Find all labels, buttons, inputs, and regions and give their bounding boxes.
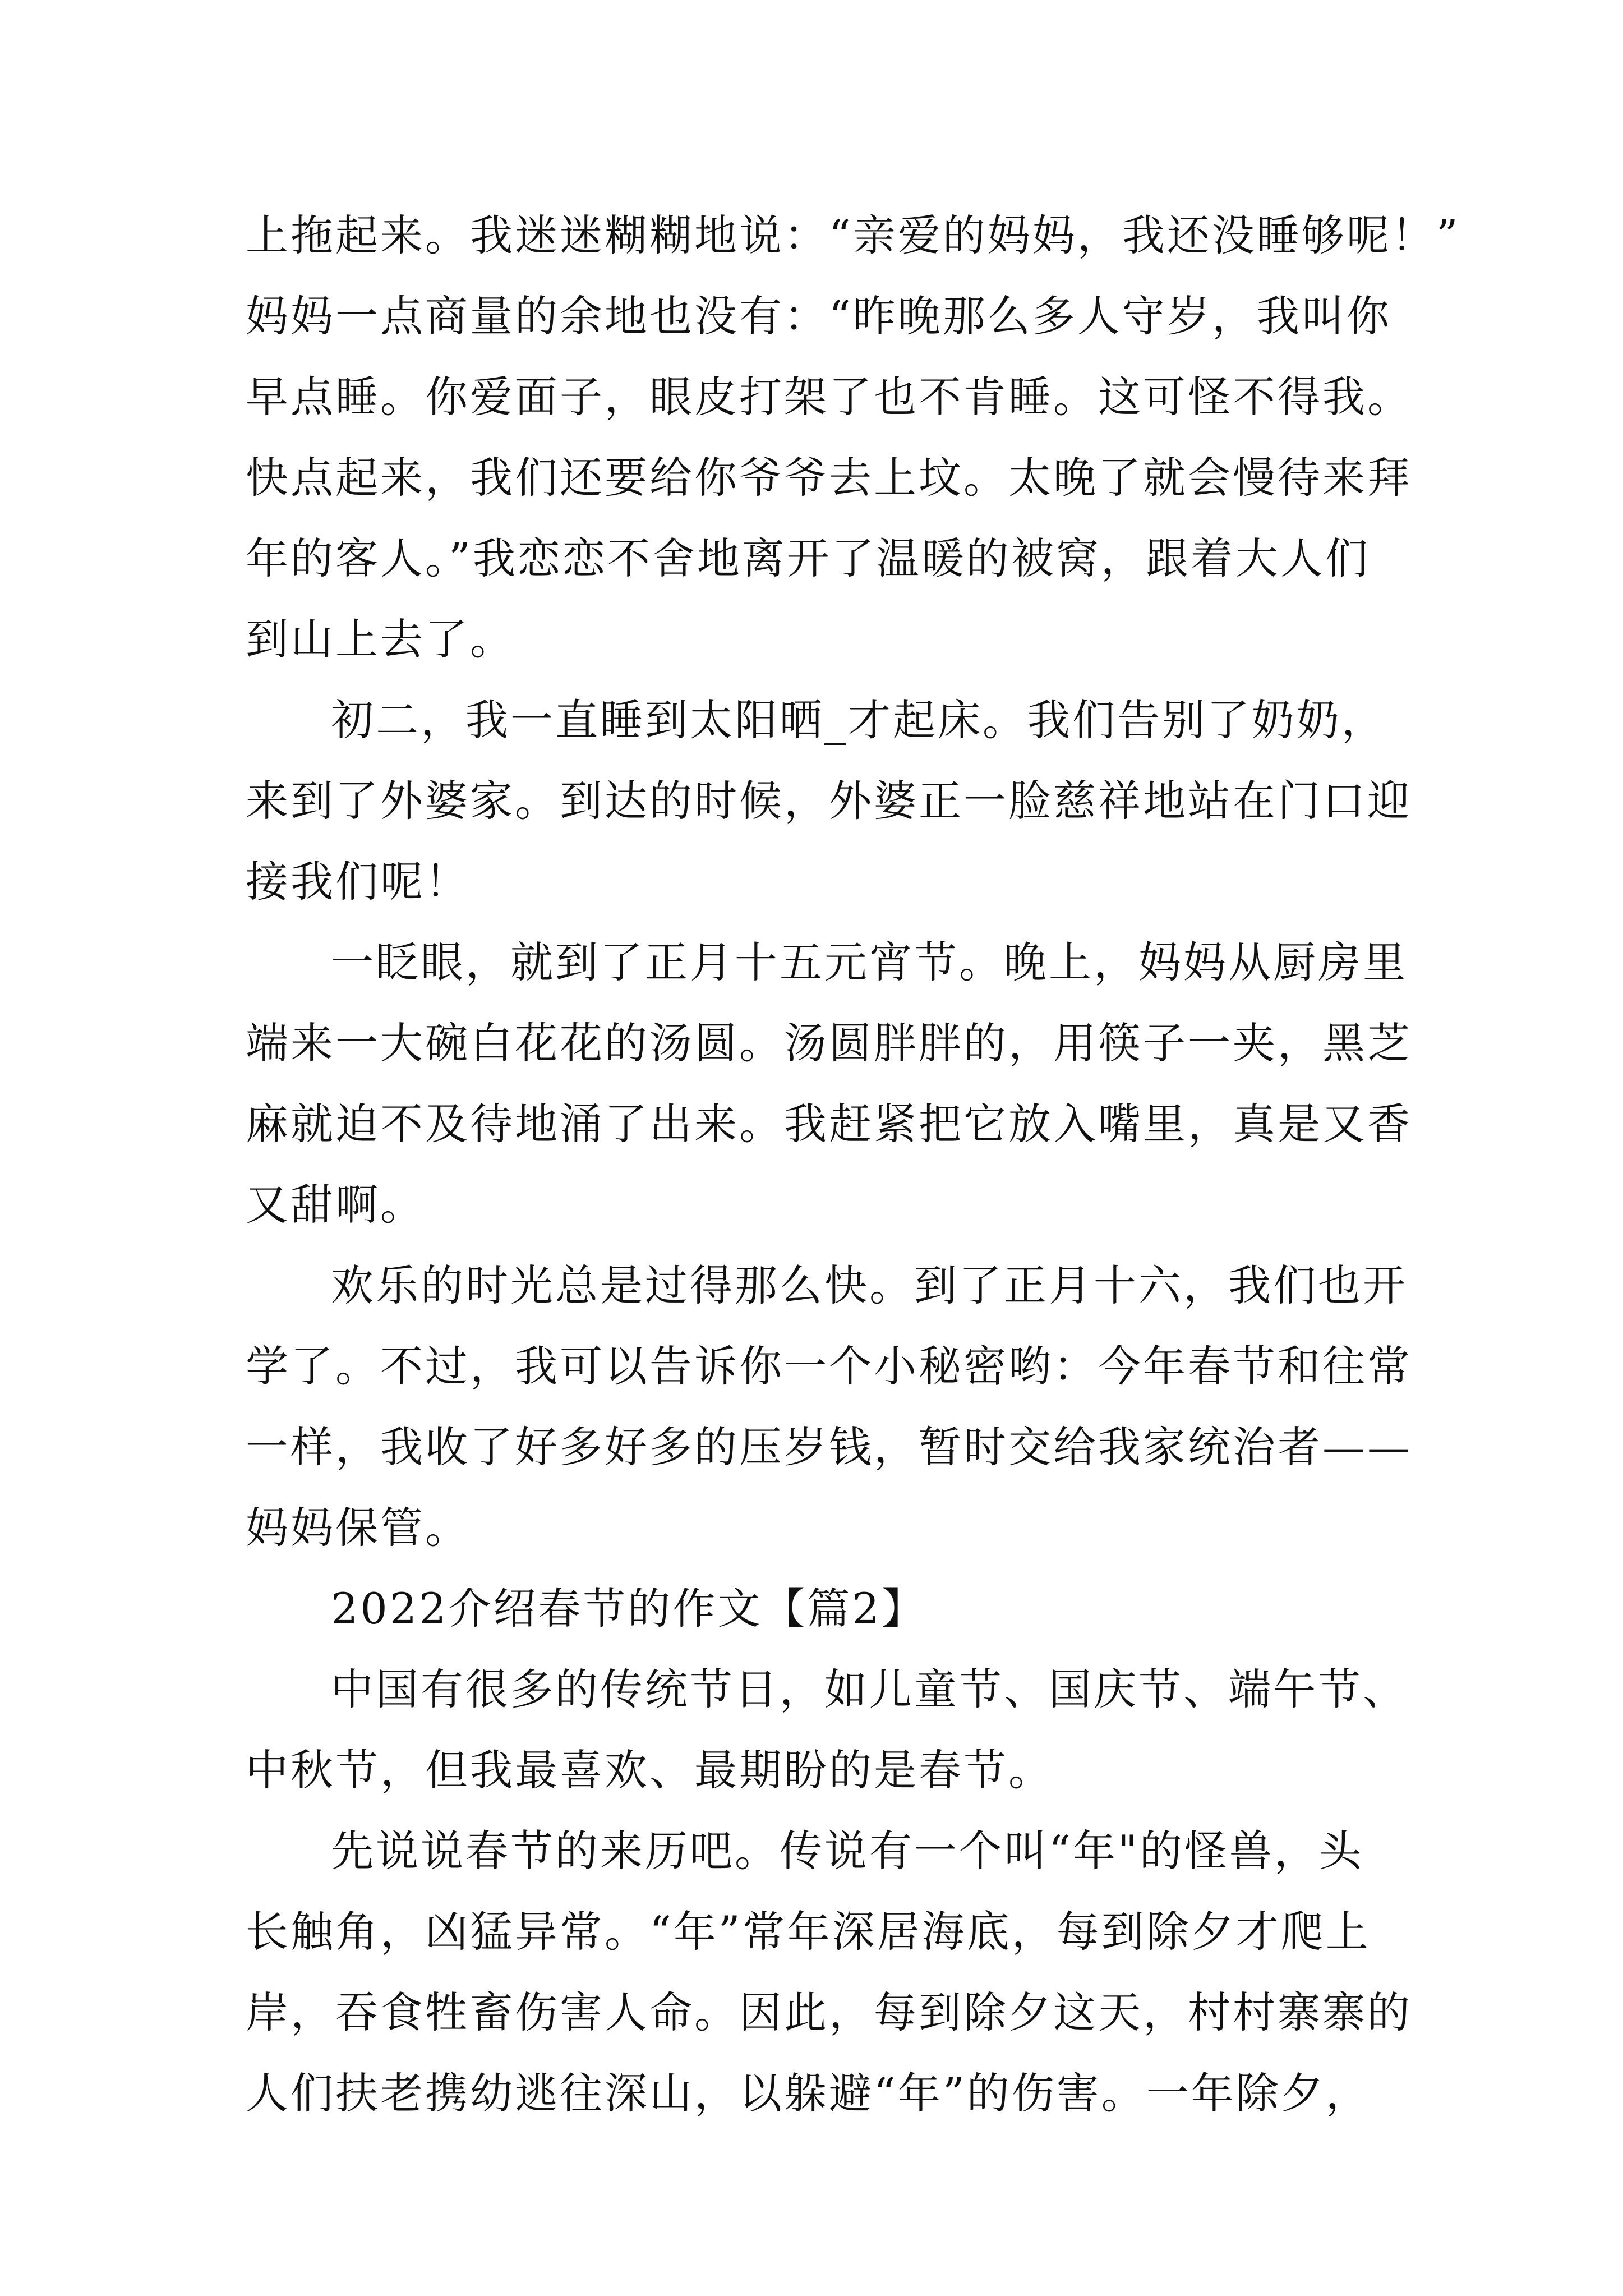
paragraph-line: 中秋节，但我最喜欢、最期盼的是春节。 bbox=[246, 1745, 1053, 1795]
paragraph-line: 学了。不过，我可以告诉你一个小秘密哟：今年春节和往常 bbox=[246, 1341, 1412, 1391]
paragraph-line: 先说说春节的来历吧。传说有一个叫“年"的怪兽，头 bbox=[331, 1826, 1364, 1876]
paragraph-line: 又甜啊。 bbox=[246, 1180, 425, 1230]
paragraph-line: 人们扶老携幼逃往深山，以躲避“年”的伤害。一年除夕， bbox=[246, 2068, 1371, 2118]
paragraph-line: 到山上去了。 bbox=[246, 614, 515, 664]
paragraph-line: 来到了外婆家。到达的时候，外婆正一脸慈祥地站在门口迎 bbox=[246, 776, 1412, 826]
paragraph-line: 一样，我收了好多好多的压岁钱，暂时交给我家统治者—— bbox=[246, 1422, 1412, 1472]
paragraph-line: 妈妈保管。 bbox=[246, 1503, 470, 1553]
paragraph-line: 快点起来，我们还要给你爷爷去上坟。太晚了就会慢待来拜 bbox=[246, 453, 1412, 503]
paragraph-line: 妈妈一点商量的余地也没有：“昨晚那么多人守岁，我叫你 bbox=[246, 291, 1391, 341]
paragraph-line: 早点睡。你爱面子，眼皮打架了也不肯睡。这可怪不得我。 bbox=[246, 372, 1412, 422]
paragraph-line: 麻就迫不及待地涌了出来。我赶紧把它放入嘴里，真是又香 bbox=[246, 1099, 1412, 1149]
paragraph-line: 一眨眼，就到了正月十五元宵节。晚上，妈妈从厨房里 bbox=[331, 937, 1408, 987]
paragraph-line: 端来一大碗白花花的汤圆。汤圆胖胖的，用筷子一夹，黑芝 bbox=[246, 1018, 1412, 1068]
paragraph-line: 上拖起来。我迷迷糊糊地说：“亲爱的妈妈，我还没睡够呢！” bbox=[246, 210, 1460, 260]
paragraph-line: 年的客人。”我恋恋不舍地离开了温暖的被窝，跟着大人们 bbox=[246, 533, 1370, 583]
document-body bbox=[246, 195, 1460, 2134]
paragraph-line: 初二，我一直睡到太阳晒_才起床。我们告别了奶奶， bbox=[331, 695, 1386, 745]
section-heading: 2022介绍春节的作文【篇2】 bbox=[331, 1584, 926, 1634]
paragraph-line: 接我们呢！ bbox=[246, 857, 470, 907]
paragraph-line: 长触角，凶猛异常。“年”常年深居海底，每到除夕才爬上 bbox=[246, 1907, 1371, 1957]
paragraph-line: 欢乐的时光总是过得那么快。到了正月十六，我们也开 bbox=[331, 1260, 1408, 1310]
paragraph-line: 岸，吞食牲畜伤害人命。因此，每到除夕这天，村村寨寨的 bbox=[246, 1987, 1412, 2037]
paragraph-line: 中国有很多的传统节日，如儿童节、国庆节、端午节、 bbox=[331, 1664, 1408, 1714]
